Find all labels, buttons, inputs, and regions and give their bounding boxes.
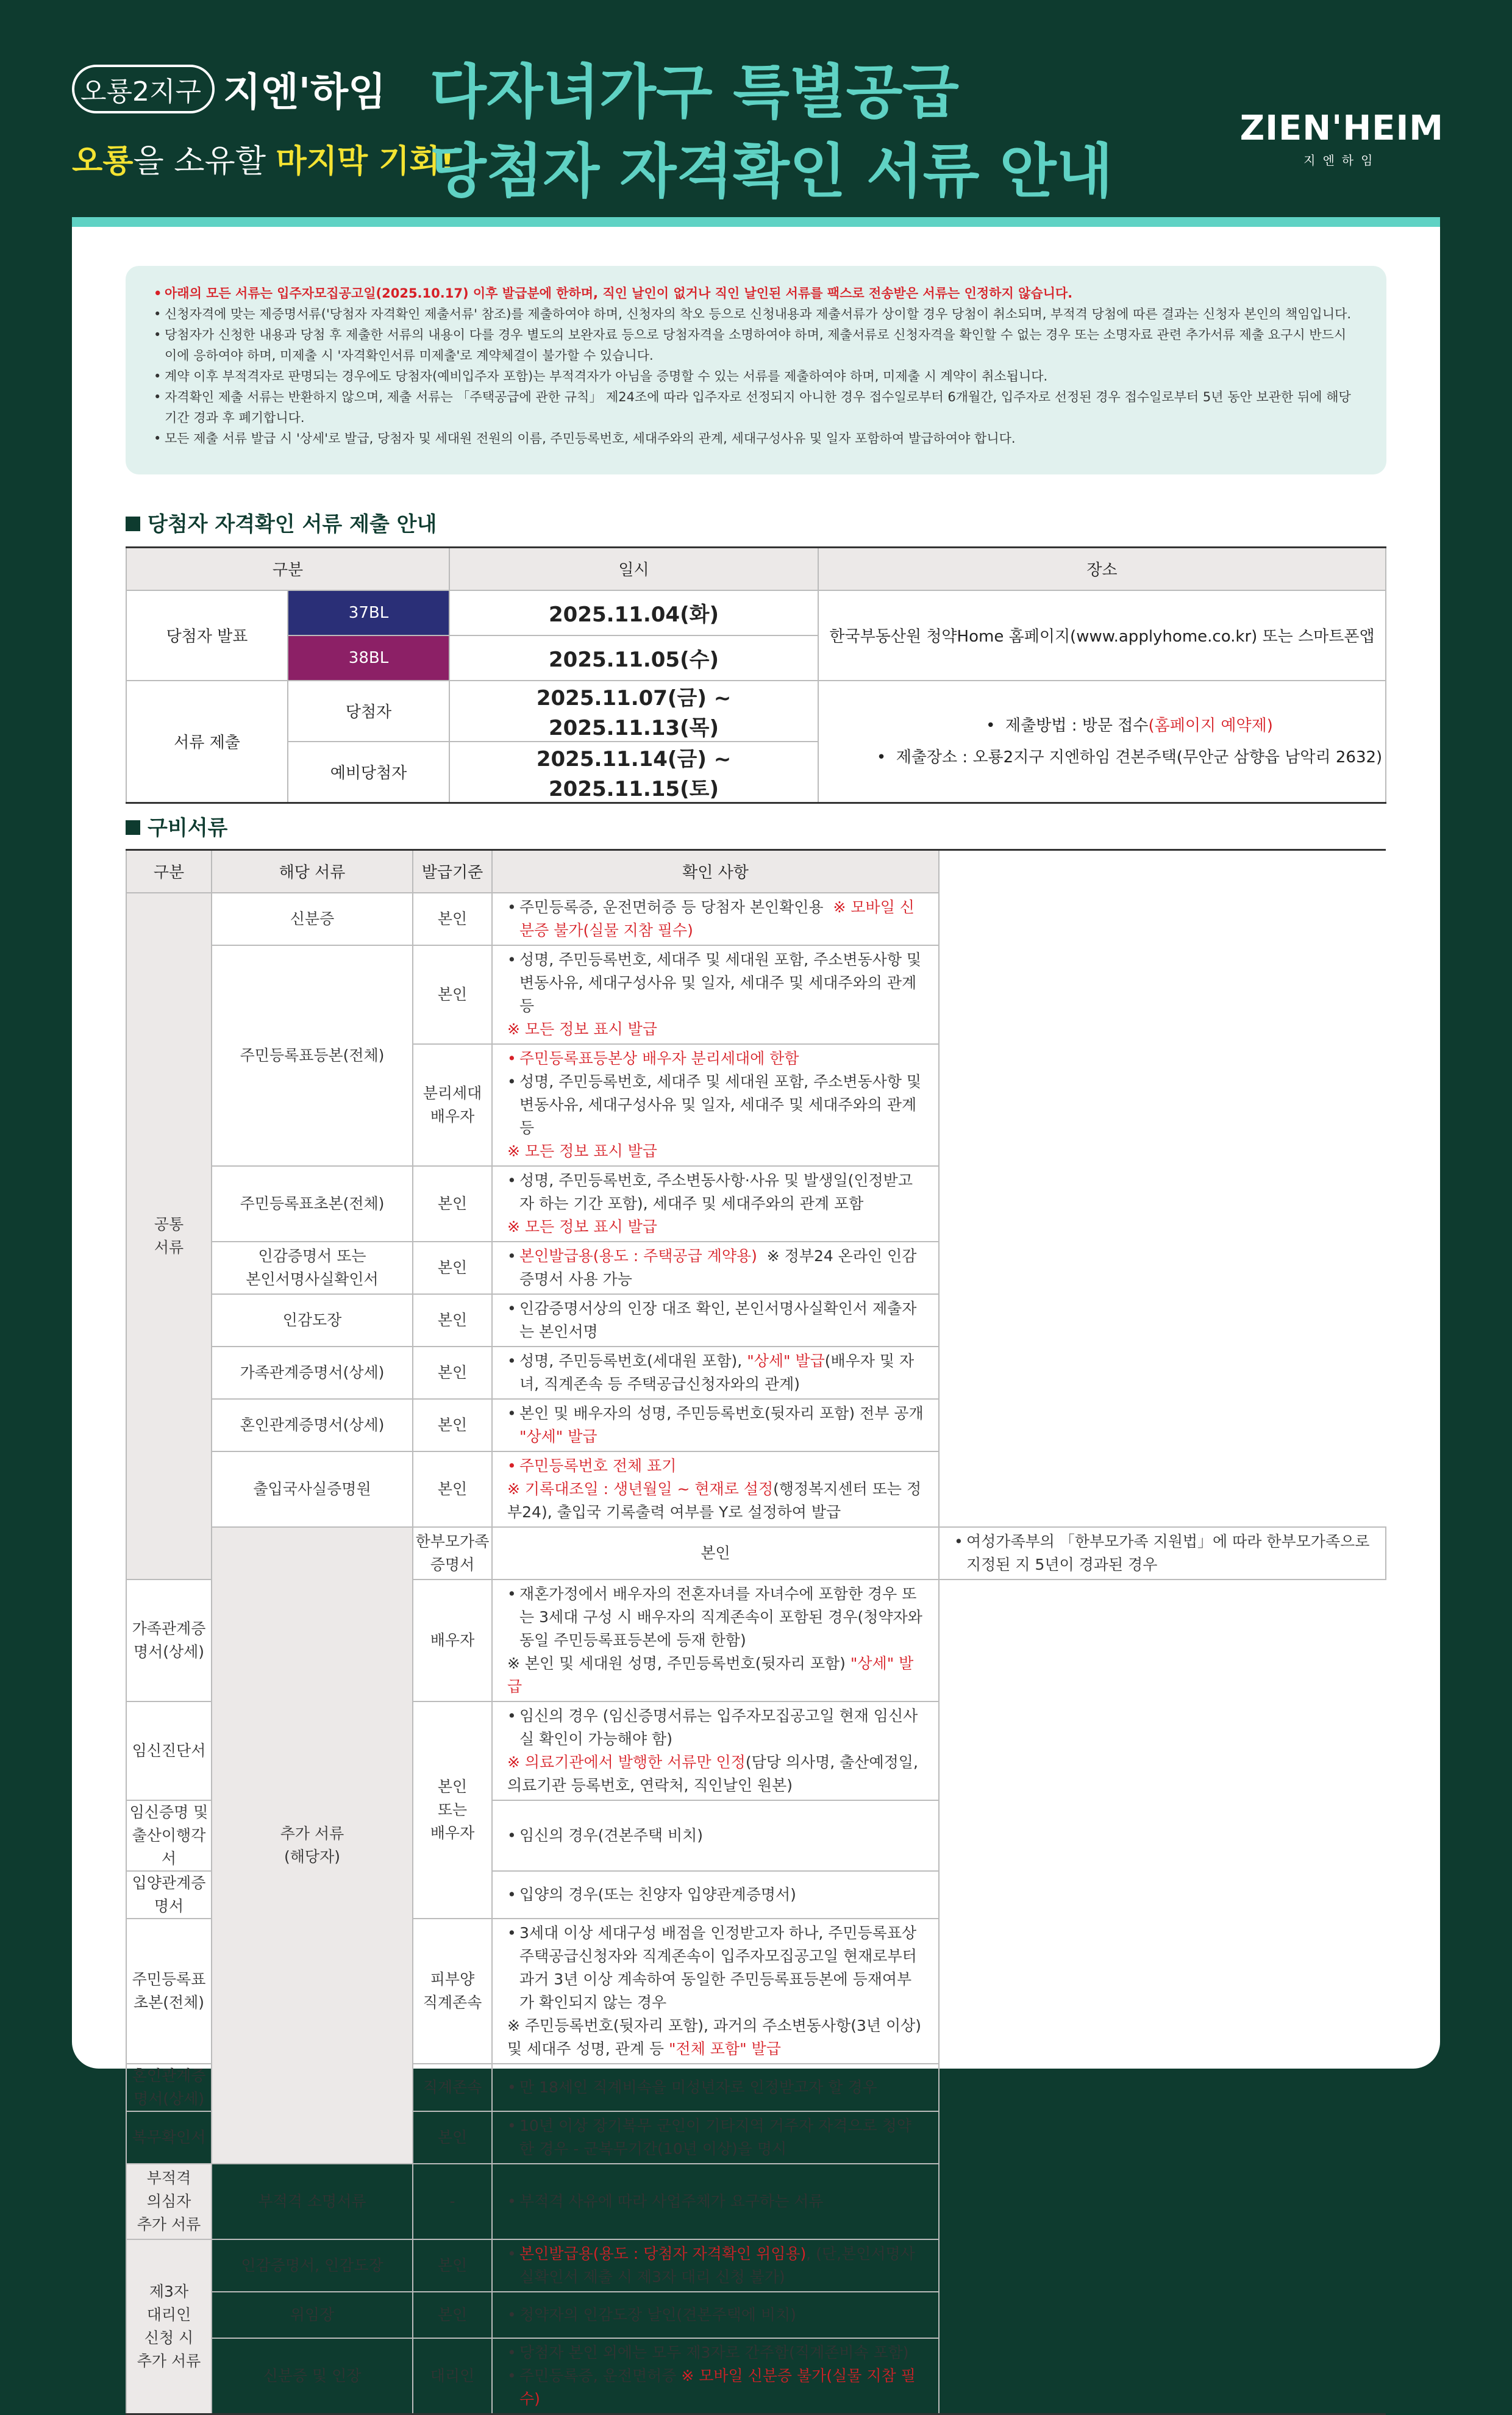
doc-desc: • 만 18세인 직계비속을 미성년자로 인정받고자 할 경우: [492, 2064, 939, 2111]
doc-basis: 본인: [413, 1451, 492, 1527]
doc-desc: • 부적격 사유에 따라 사업주체가 요구하는 서류: [492, 2164, 939, 2239]
doc-desc: • 재혼가정에서 배우자의 전혼자녀를 자녀수에 포함한 경우 또는 3세대 구성 시 배우자의 직계존속이 포함된 경우(청약자와 동일 주민등록표등본에 등재 한함) ※ 본인 및 세대원 성명, 주민등록번호(뒷자리 포함) "상세" 발급: [492, 1580, 939, 1701]
submit-place: • 제출방법 : 방문 접수(홈페이지 예약제) • 제출장소 : 오룡2지구 지엔하임 견본주택(무안군 삼향읍 남악리 2632): [818, 681, 1386, 803]
logo-brand: 지엔'하임: [223, 70, 386, 115]
logo-district: 오룡2지구: [72, 65, 215, 113]
doc-basis: 본인: [413, 945, 492, 1044]
doc-desc: • 성명, 주민등록번호, 주소변동사항·사유 및 발생일(인정받고자 하는 기간 포함), 세대주 및 세대주와의 관계 포함 ※ 모든 정보 표시 발급: [492, 1166, 939, 1242]
doc-name: 주민등록표초본(전체): [212, 1166, 413, 1242]
announce-date-38: 2025.11.05(수): [449, 635, 818, 681]
doc-basis: 본인: [492, 1527, 939, 1580]
doc-desc: • 당첨자 본인 외에는 모두 제3자로 간주함(직계존비속 포함) • 주민등록증, 운전면허증 ※ 모바일 신분증 불가(실물 지참 필수): [492, 2338, 939, 2414]
page-title: 다자녀가구 특별공급 당첨자 자격확인 서류 안내: [430, 58, 1113, 206]
category-extra: 추가 서류 (해당자): [212, 1527, 413, 2164]
col-header: 장소: [818, 548, 1386, 590]
doc-basis: 직계존속: [413, 2064, 492, 2111]
doc-desc: • 청약자의 인감도장 날인(견본주택에 비치): [492, 2292, 939, 2338]
section-title-documents: 구비서류: [126, 811, 227, 841]
winner-label: 당첨자: [288, 681, 449, 742]
brand-logo: ZIEN'HEIM 지엔하임: [1239, 109, 1444, 168]
doc-basis: 본인 또는 배우자: [413, 1701, 492, 1919]
doc-desc: • 주민등록표등본상 배우자 분리세대에 한함 • 성명, 주민등록번호, 세대주 및 세대원 포함, 주소변동사항 및 변동사유, 세대구성사유 및 일자, 세대주 및 세대주와의 관계 등 ※ 모든 정보 표시 발급: [492, 1044, 939, 1166]
section-title-submission: 당첨자 자격확인 서류 제출 안내: [126, 507, 437, 537]
notice-box: [126, 266, 1386, 474]
documents-table: [126, 849, 1386, 2415]
doc-basis: 본인: [413, 2111, 492, 2164]
doc-name: 주민등록표초본(전체): [126, 1919, 212, 2064]
doc-basis: 본인: [413, 1399, 492, 1451]
page-header: [0, 0, 1512, 220]
col-header: 발급기준: [413, 850, 492, 893]
project-logo: [72, 61, 454, 181]
col-header: 일시: [449, 548, 818, 590]
block-37: 37BL: [288, 590, 449, 635]
doc-name: 인감도장: [212, 1294, 413, 1347]
doc-basis: 본인: [413, 1294, 492, 1347]
doc-name: 혼인관계증명서(상세): [126, 2064, 212, 2111]
col-header: 해당 서류: [212, 850, 413, 893]
doc-basis: 대리인: [413, 2338, 492, 2414]
doc-desc: • 본인발급용(용도 : 당첨자 자격확인 위임용), (단,본인서명사실확인서 제출 시 제3자 대리 신청 불가): [492, 2239, 939, 2292]
doc-name: 가족관계증명서(상세): [212, 1347, 413, 1399]
doc-desc: • 본인 및 배우자의 성명, 주민등록번호(뒷자리 포함) 전부 공개 "상세" 발급: [492, 1399, 939, 1451]
doc-basis: 본인: [413, 2239, 492, 2292]
submit-label: 서류 제출: [126, 681, 288, 803]
doc-desc: • 주민등록번호 전체 표기 ※ 기록대조일 : 생년월일 ~ 현재로 설정(행정복지센터 또는 정부24), 출입국 기록출력 여부를 Y로 설정하여 발급: [492, 1451, 939, 1527]
notice-item: • 모든 제출 서류 발급 시 '상세'로 발급, 당첨자 및 세대원 전원의 이름, 주민등록번호, 세대주와의 관계, 세대구성사유 및 일자 포함하여 발급하여야 합니다.: [154, 428, 1358, 449]
doc-desc: • 임신의 경우(견본주택 비치): [492, 1800, 939, 1871]
doc-desc: • 성명, 주민등록번호, 세대주 및 세대원 포함, 주소변동사항 및 변동사유, 세대구성사유 및 일자, 세대주 및 세대주와의 관계 등 ※ 모든 정보 표시 발급: [492, 945, 939, 1044]
block-38: 38BL: [288, 635, 449, 681]
doc-name: 임신증명 및 출산이행각서: [126, 1800, 212, 1871]
doc-basis: 배우자: [413, 1580, 492, 1701]
doc-desc: • 3세대 이상 세대구성 배점을 인정받고자 하나, 주민등록표상 주택공급신청자와 직계존속이 입주자모집공고일 현재로부터 과거 3년 이상 계속하여 동일한 주민등록표등본에 등재여부가 확인되지 않는 경우 ※ 주민등록번호(뒷자리 포함), 과거의 주소변동사항(3년 이상) 및 세대주 성명, 관계 등 "전체 포함" 발급: [492, 1919, 939, 2064]
doc-name: 임신진단서: [126, 1701, 212, 1800]
category-common: 공통 서류: [126, 893, 212, 1580]
reserve-date: 2025.11.14(금) ~ 2025.11.15(토): [449, 742, 818, 803]
doc-basis: 본인: [413, 1242, 492, 1294]
doc-basis: 본인: [413, 893, 492, 945]
doc-desc: • 주민등록증, 운전면허증 등 당첨자 본인확인용 ※ 모바일 신분증 불가(실물 지참 필수): [492, 893, 939, 945]
doc-desc: • 10년 이상 장기복무 군인이 기타지역 거주자 자격으로 청약한 경우 - 군복무기간(10년 이상)을 명시: [492, 2111, 939, 2164]
winner-date: 2025.11.07(금) ~ 2025.11.13(목): [449, 681, 818, 742]
doc-desc: • 본인발급용(용도 : 주택공급 계약용) ※ 정부24 온라인 인감증명서 사용 가능: [492, 1242, 939, 1294]
reserve-label: 예비당첨자: [288, 742, 449, 803]
doc-name: 부적격 소명서류: [212, 2164, 413, 2239]
doc-basis: -: [413, 2164, 492, 2239]
doc-name: 입양관계증명서: [126, 1871, 212, 1919]
notice-item: • 계약 이후 부적격자로 판명되는 경우에도 당첨자(예비입주자 포함)는 부적격자가 아님을 증명할 수 있는 서류를 제출하여야 하며, 미제출 시 계약이 취소됩니다.: [154, 366, 1358, 387]
doc-basis: 본인: [413, 2292, 492, 2338]
notice-item: • 자격확인 제출 서류는 반환하지 않으며, 제출 서류는 「주택공급에 관한 규칙」 제24조에 따라 입주자로 선정되지 아니한 경우 접수일로부터 6개월간, 입주자로 선정된 경우 접수일로부터 5년 동안 보관한 뒤에 해당 기간 경과 후 폐기합니다.: [154, 387, 1358, 428]
doc-desc: • 입양의 경우(또는 친양자 입양관계증명서): [492, 1871, 939, 1919]
doc-name: 한부모가족증명서: [413, 1527, 492, 1580]
doc-basis: 본인: [413, 1166, 492, 1242]
announce-place: 한국부동산원 청약Home 홈페이지(www.applyhome.co.kr) 또는 스마트폰앱: [818, 590, 1386, 681]
col-header: 확인 사항: [492, 850, 939, 893]
col-header: 구분: [126, 548, 449, 590]
submission-table: [126, 546, 1386, 804]
doc-name: 혼인관계증명서(상세): [212, 1399, 413, 1451]
tagline: 오룡을 소유할 마지막 기회!: [72, 143, 455, 180]
doc-name: 주민등록표등본(전체): [212, 945, 413, 1166]
doc-desc: • 인감증명서상의 인장 대조 확인, 본인서명사실확인서 제출자는 본인서명: [492, 1294, 939, 1347]
notice-item: • 아래의 모든 서류는 입주자모집공고일(2025.10.17) 이후 발급분에 한하며, 직인 날인이 없거나 직인 날인된 서류를 팩스로 전송받은 서류는 인정하지 않습니다.: [154, 283, 1358, 304]
header-divider: [72, 217, 1440, 227]
doc-desc: • 성명, 주민등록번호(세대원 포함), "상세" 발급(배우자 및 자녀, 직계존속 등 주택공급신청자와의 관계): [492, 1347, 939, 1399]
category-ineligible: 부적격 의심자 추가 서류: [126, 2164, 212, 2239]
doc-name: 신분증 및 인장: [212, 2338, 413, 2414]
doc-basis: 피부양 직계존속: [413, 1919, 492, 2064]
doc-name: 인감증명서, 인감도장: [212, 2239, 413, 2292]
doc-basis: 본인: [413, 1347, 492, 1399]
doc-desc: • 임신의 경우 (임신증명서류는 입주자모집공고일 현재 임신사실 확인이 가능해야 함) ※ 의료기관에서 발행한 서류만 인정(담당 의사명, 출산예정일, 의료기관 등록번호, 연락처, 직인날인 원본): [492, 1701, 939, 1800]
doc-name: 신분증: [212, 893, 413, 945]
doc-name: 인감증명서 또는 본인서명사실확인서: [212, 1242, 413, 1294]
doc-name: 복무확인서: [126, 2111, 212, 2164]
col-header: 구분: [126, 850, 212, 893]
doc-name: 위임장: [212, 2292, 413, 2338]
doc-desc: • 여성가족부의 「한부모가족 지원법」에 따라 한부모가족으로 지정된 지 5년이 경과된 경우: [939, 1527, 1386, 1580]
notice-item: • 당첨자가 신청한 내용과 당첨 후 제출한 서류의 내용이 다를 경우 별도의 보완자료 등으로 당첨자격을 소명하여야 하며, 제출서류로 신청자격을 확인할 수 없는 경우 또는 소명자료 관련 추가서류 제출 요구시 반드시 이에 응하여야 하며, 미제출 시 '자격확인서류 미제출'로 계약체결이 불가할 수 있습니다.: [154, 324, 1358, 366]
notice-item: • 신청자격에 맞는 제증명서류('당첨자 자격확인 제출서류' 참조)를 제출하여야 하며, 신청자의 착오 등으로 신청내용과 제출서류가 상이할 경우 당첨이 취소되며, 부적격 당첨에 따른 결과는 신청자 본인의 책임입니다.: [154, 304, 1358, 324]
category-proxy: 제3자 대리인 신청 시 추가 서류: [126, 2239, 212, 2414]
announce-label: 당첨자 발표: [126, 590, 288, 681]
announce-date-37: 2025.11.04(화): [449, 590, 818, 635]
doc-name: 가족관계증명서(상세): [126, 1580, 212, 1701]
doc-name: 출입국사실증명원: [212, 1451, 413, 1527]
doc-basis: 분리세대 배우자: [413, 1044, 492, 1166]
content-card: [72, 227, 1440, 2408]
